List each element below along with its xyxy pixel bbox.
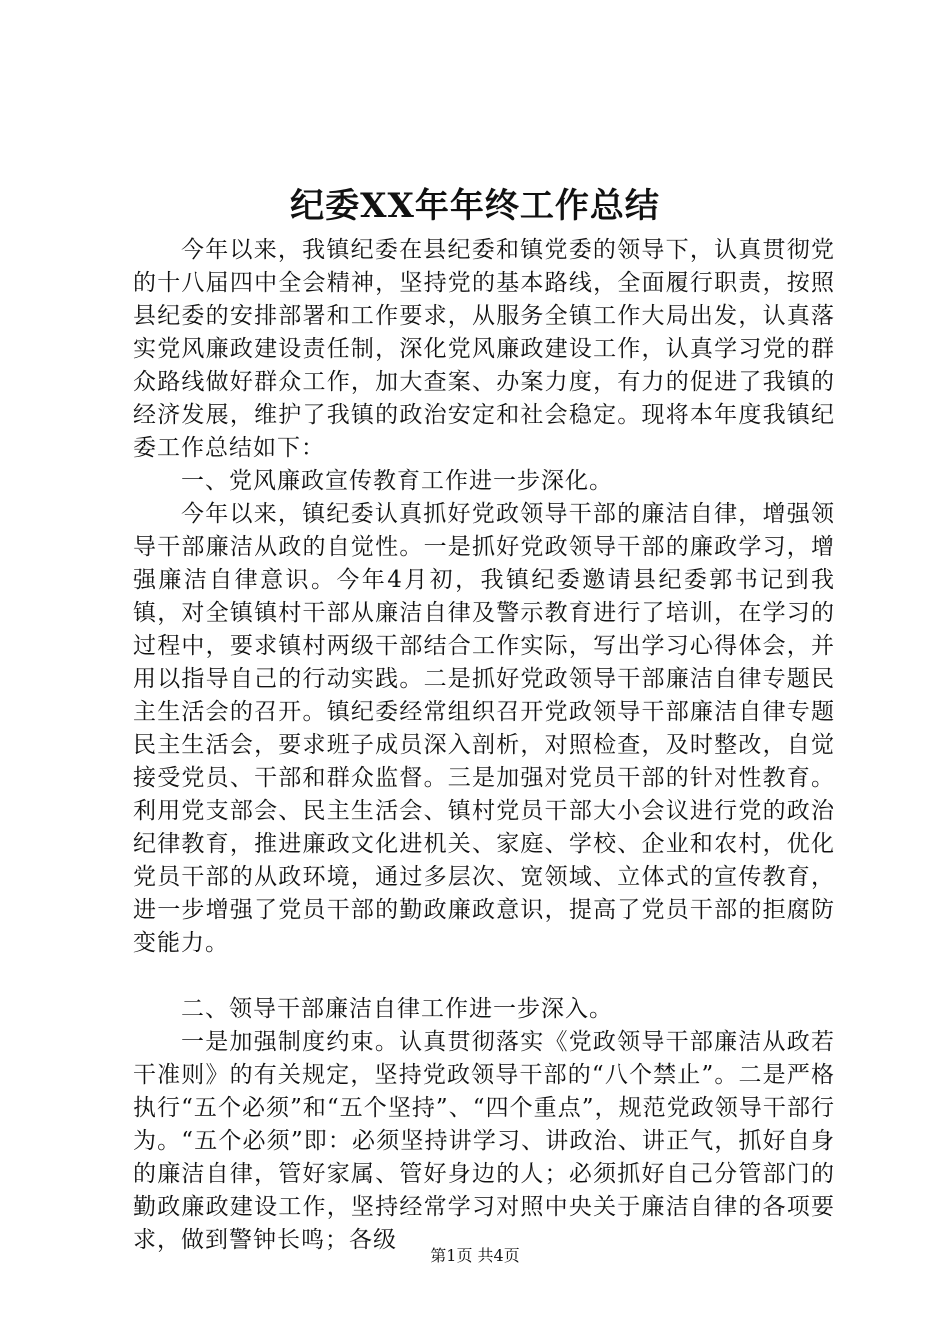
paragraph-intro: 今年以来，我镇纪委在县纪委和镇党委的领导下，认真贯彻党的十八届四中全会精神，坚持党的基本路线，全面履行职责，按照县纪委的安排部署和工作要求，从服务全镇工作大局出发，认真落实党风廉政建设责任制，深化党风廉政建设工作，认真学习党的群众路线做好群众工作，加大查案、办案力度，有力的促进了我镇的经济发展，维护了我镇的政治安定和社会稳定。现将本年度我镇纪委工作总结如下： (133, 237, 835, 461)
page-number: 第1页 共4页 (430, 1246, 520, 1265)
paragraph-gap (133, 960, 835, 993)
paragraph-section-1: 今年以来，镇纪委认真抓好党政领导干部的廉洁自律，增强领导干部廉洁从政的自觉性。一是抓好党政领导干部的廉政学习，增强廉洁自律意识。今年4月初，我镇纪委邀请县纪委郭书记到我镇，对全镇镇村干部从廉洁自律及警示教育进行了培训，在学习的过程中，要求镇村两级干部结合工作实际，写出学习心得体会，并用以指导自己的行动实践。二是抓好党政领导干部廉洁自律专题民主生活会的召开。镇纪委经常组织召开党政领导干部廉洁自律专题民主生活会，要求班子成员深入剖析，对照检查，及时整改，自觉接受党员、干部和群众监督。三是加强对党员干部的针对性教育。利用党支部会、民主生活会、镇村党员干部大小会议进行党的政治纪律教育，推进廉政文化进机关、家庭、学校、企业和农村，优化党员干部的从政环境，通过多层次、宽领域、立体式的宣传教育，进一步增强了党员干部的勤政廉政意识，提高了党员干部的拒腐防变能力。 (133, 501, 835, 956)
section-heading-2: 二、领导干部廉洁自律工作进一步深入。 (181, 996, 613, 1022)
paragraph-section-2: 一是加强制度约束。认真贯彻落实《党政领导干部廉洁从政若干准则》的有关规定，坚持党政领导干部的“八个禁止”。二是严格执行“五个必须”和“五个坚持”、“四个重点”，规范党政领导干部行为。“五个必须”即：必须坚持讲学习、讲政治、讲正气，抓好自身的廉洁自律，管好家属、管好身边的人；必须抓好自己分管部门的勤政廉政建设工作，坚持经常学习对照中央关于廉洁自律的各项要求，做到警钟长鸣；各级 (133, 1029, 835, 1253)
document-body (133, 234, 835, 1257)
document-title: 纪委XX年年终工作总结 (290, 186, 660, 226)
section-heading-1: 一、党风廉政宣传教育工作进一步深化。 (181, 468, 613, 494)
